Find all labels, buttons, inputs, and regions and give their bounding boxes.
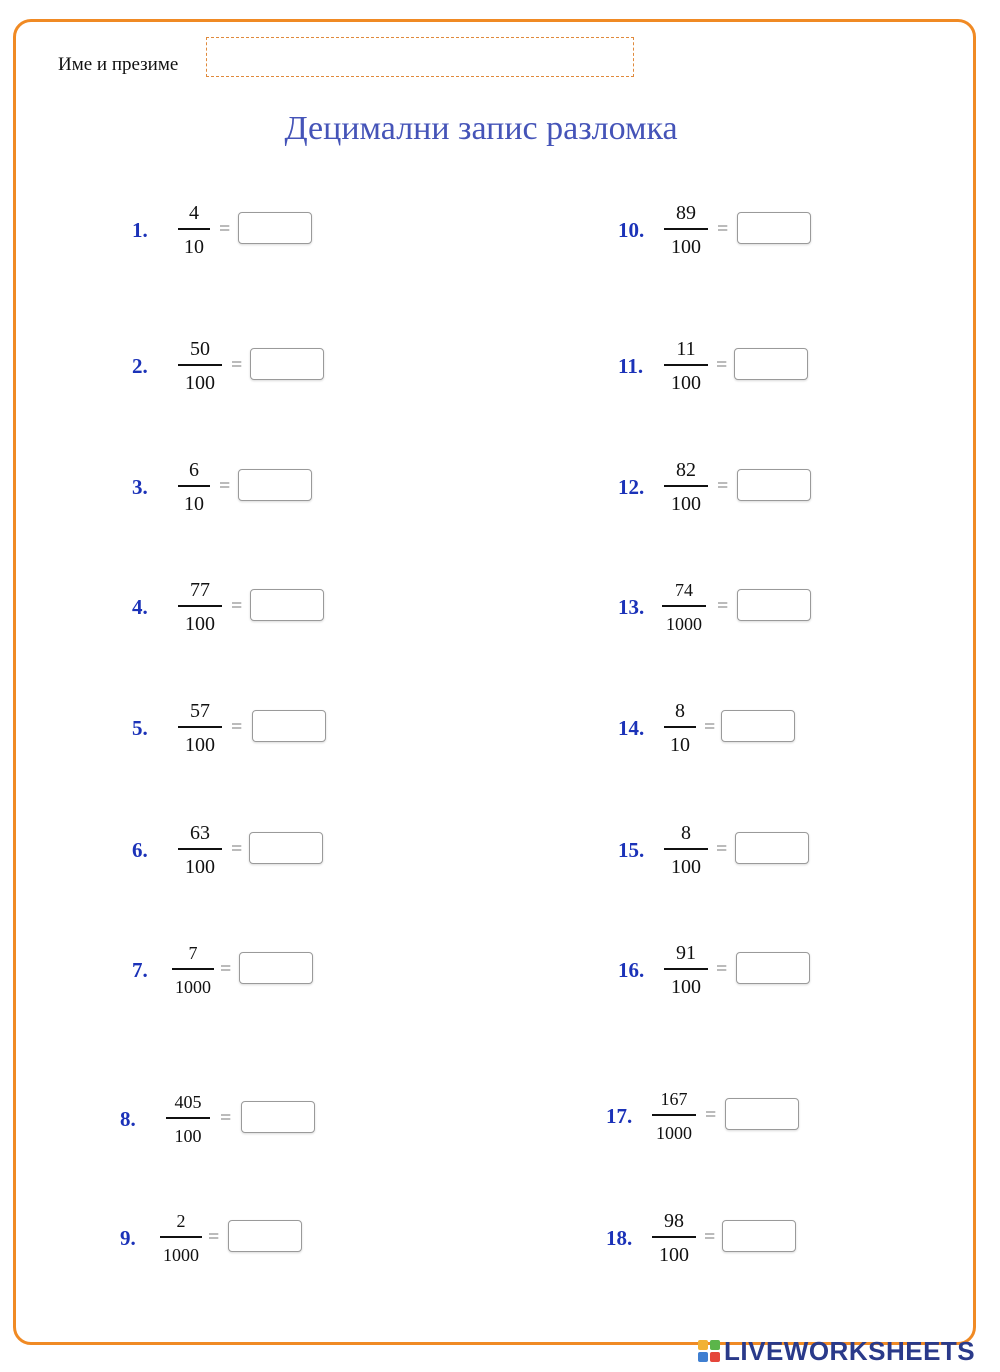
- problem-number: 16.: [618, 958, 645, 982]
- denominator: 100: [185, 613, 215, 635]
- problem-17: [0, 1086, 1000, 1150]
- denominator: 10: [184, 236, 204, 258]
- problem-number: 4.: [132, 595, 148, 619]
- problem-number: 7.: [132, 958, 148, 982]
- denominator: 10: [184, 493, 204, 515]
- denominator: 100: [185, 734, 215, 756]
- answer-input-16[interactable]: [736, 952, 810, 984]
- equals-sign: =: [208, 1226, 220, 1248]
- problem-number: 1.: [132, 218, 148, 242]
- problem-15: [0, 820, 1000, 884]
- page-title: Децимални запис разломка: [284, 110, 678, 147]
- answer-input-18[interactable]: [722, 1220, 796, 1252]
- numerator: 8: [681, 822, 691, 844]
- equals-sign: =: [717, 218, 729, 240]
- denominator: 100: [659, 1244, 689, 1266]
- equals-sign: =: [704, 1226, 716, 1248]
- answer-input-12[interactable]: [737, 469, 811, 501]
- fraction: [664, 820, 708, 880]
- equals-sign: =: [219, 475, 231, 497]
- numerator: 57: [190, 700, 210, 722]
- numerator: 89: [676, 202, 696, 224]
- name-label: Име и презиме: [58, 54, 179, 75]
- numerator: 4: [189, 202, 199, 224]
- fraction: [662, 577, 706, 637]
- equals-sign: =: [717, 595, 729, 617]
- equals-sign: =: [220, 1107, 232, 1129]
- fraction: [664, 698, 696, 758]
- problem-10: [0, 200, 1000, 264]
- equals-sign: =: [717, 475, 729, 497]
- liveworksheets-logo: [698, 1336, 975, 1366]
- numerator: 6: [189, 459, 199, 481]
- problem-number: 15.: [618, 838, 645, 862]
- answer-input-15[interactable]: [735, 832, 809, 864]
- equals-sign: =: [231, 838, 243, 860]
- problem-number: 17.: [606, 1104, 633, 1128]
- fraction: [652, 1086, 696, 1146]
- problem-number: 5.: [132, 716, 148, 740]
- numerator: 167: [660, 1089, 688, 1109]
- equals-sign: =: [231, 354, 243, 376]
- numerator: 91: [676, 942, 696, 964]
- denominator: 1000: [175, 977, 211, 997]
- denominator: 1000: [666, 614, 702, 634]
- answer-input-17[interactable]: [725, 1098, 799, 1130]
- problem-16: [0, 940, 1000, 1004]
- equals-sign: =: [219, 218, 231, 240]
- denominator: 100: [671, 976, 701, 998]
- denominator: 1000: [163, 1245, 199, 1265]
- name-input[interactable]: [206, 37, 634, 77]
- problem-number: 13.: [618, 595, 645, 619]
- numerator: 77: [190, 579, 210, 601]
- denominator: 100: [185, 856, 215, 878]
- numerator: 82: [676, 459, 696, 481]
- denominator: 100: [671, 493, 701, 515]
- denominator: 100: [671, 236, 701, 258]
- equals-sign: =: [716, 354, 728, 376]
- liveworksheets-logo-icon: [698, 1340, 720, 1362]
- answer-input-14[interactable]: [721, 710, 795, 742]
- equals-sign: =: [231, 716, 243, 738]
- answer-input-11[interactable]: [734, 348, 808, 380]
- equals-sign: =: [716, 838, 728, 860]
- equals-sign: =: [704, 716, 716, 738]
- fraction: [664, 940, 708, 1000]
- numerator: 63: [190, 822, 210, 844]
- problem-number: 12.: [618, 475, 645, 499]
- problem-14: [0, 698, 1000, 762]
- numerator: 8: [675, 700, 685, 722]
- denominator: 1000: [656, 1123, 692, 1143]
- answer-input-13[interactable]: [737, 589, 811, 621]
- equals-sign: =: [220, 958, 232, 980]
- denominator: 100: [671, 856, 701, 878]
- equals-sign: =: [716, 958, 728, 980]
- problem-13: [0, 577, 1000, 641]
- numerator: 74: [675, 580, 693, 600]
- problem-number: 3.: [132, 475, 148, 499]
- numerator: 98: [664, 1210, 684, 1232]
- fraction: [664, 200, 708, 260]
- problem-number: 18.: [606, 1226, 633, 1250]
- denominator: 10: [670, 734, 690, 756]
- fraction: [664, 336, 708, 396]
- numerator: 405: [174, 1092, 202, 1112]
- problem-number: 14.: [618, 716, 645, 740]
- numerator: 11: [676, 338, 696, 360]
- fraction: [652, 1208, 696, 1268]
- problem-number: 11.: [618, 354, 644, 378]
- denominator: 100: [185, 372, 215, 394]
- problem-12: [0, 457, 1000, 521]
- equals-sign: =: [231, 595, 243, 617]
- problem-11: [0, 336, 1000, 400]
- logo-text: LIVEWORKSHEETS: [724, 1335, 976, 1366]
- numerator: 50: [190, 338, 210, 360]
- numerator: 7: [188, 943, 198, 963]
- problem-number: 2.: [132, 354, 148, 378]
- answer-input-10[interactable]: [737, 212, 811, 244]
- numerator: 2: [176, 1211, 186, 1231]
- denominator: 100: [174, 1126, 202, 1146]
- problem-number: 10.: [618, 218, 645, 242]
- problem-number: 9.: [120, 1226, 136, 1250]
- fraction: [664, 457, 708, 517]
- problem-18: [0, 1208, 1000, 1272]
- equals-sign: =: [705, 1104, 717, 1126]
- problem-number: 6.: [132, 838, 148, 862]
- denominator: 100: [671, 372, 701, 394]
- problem-number: 8.: [120, 1107, 136, 1131]
